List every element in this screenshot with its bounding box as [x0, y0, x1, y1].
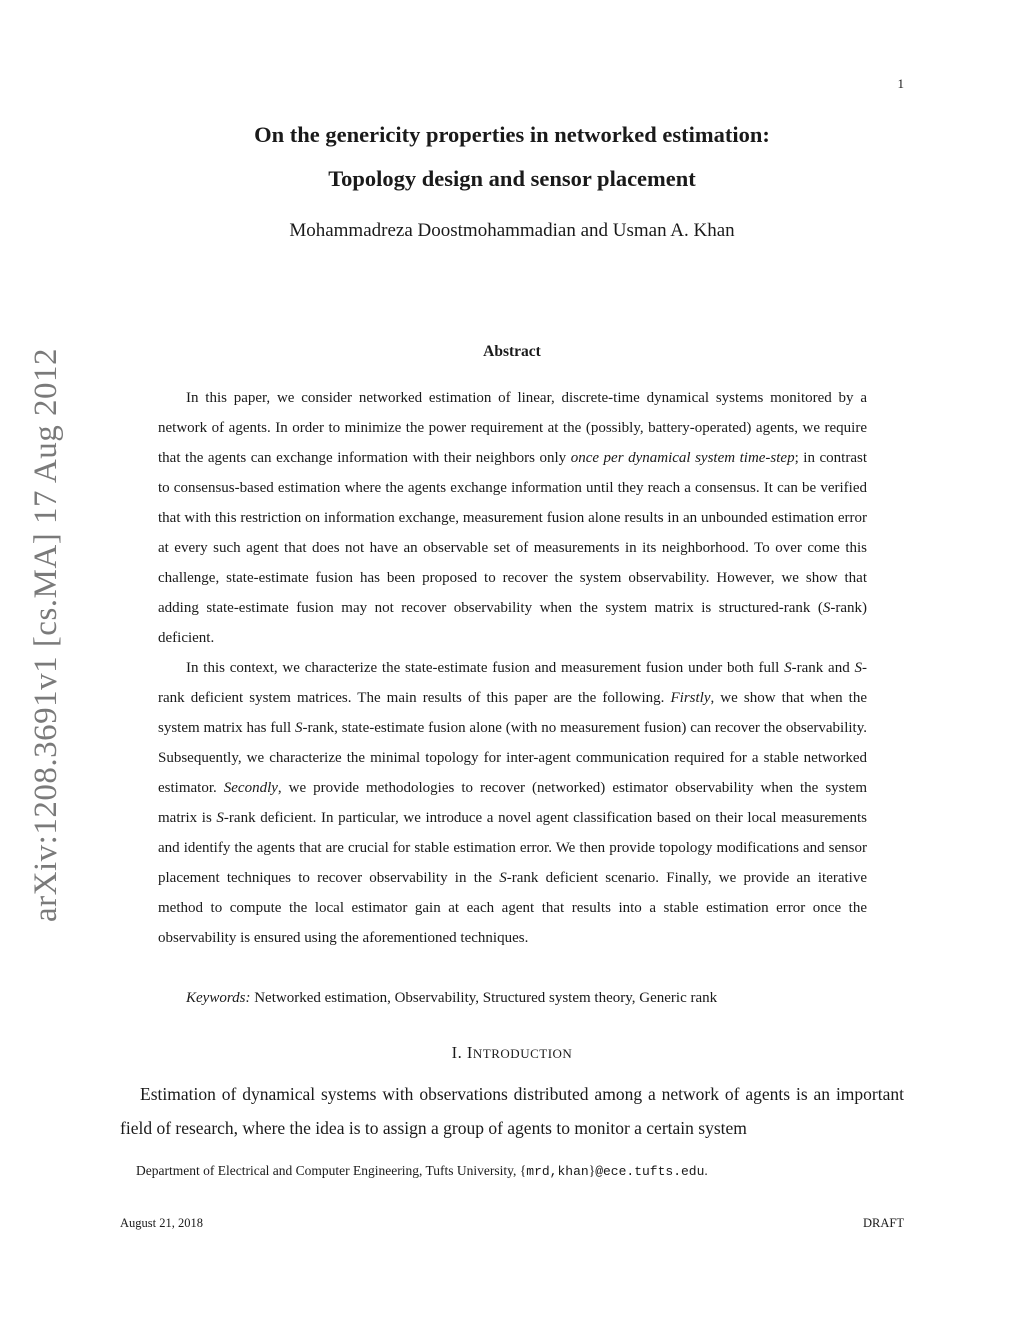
- page-number: 1: [897, 76, 904, 91]
- abstract-heading: Abstract: [483, 343, 541, 360]
- introduction-body: [120, 1077, 904, 1145]
- abstract-p2-text-g: -rank deficient. In particular, we introduce a novel agent classification based on their local measurements and identify the agents that are crucial for stable estimation error. We then provide topology modifications and sensor placement techniques to recover observability in the: [158, 810, 867, 886]
- footer-date: August 21, 2018: [120, 1216, 203, 1230]
- math-symbol-s: S: [822, 600, 831, 616]
- abstract-p1-emphasis: once per dynamical system time-step: [570, 450, 795, 466]
- abstract-p2-text-h: -rank deficient scenario. Finally, we provide an iterative method to compute the local estimator gain at each agent that results into a stable estimation error once the observability is ensured using the aforementioned techniques.: [158, 870, 867, 946]
- keywords-text: Networked estimation, Observability, Structured system theory, Generic rank: [250, 990, 718, 1006]
- abstract-p2-text-b: -rank and: [791, 660, 855, 676]
- abstract-p2-text-c: -rank deficient system matrices. The main results of this paper are the following.: [158, 660, 867, 706]
- footnote-email-domain: @ece.tufts.edu: [595, 1164, 705, 1179]
- abstract-p2-emphasis-secondly: Secondly: [223, 780, 278, 796]
- section-numeral: I.: [451, 1043, 467, 1062]
- abstract-p2-emphasis-firstly: Firstly: [670, 690, 711, 706]
- paper-title-line-1: On the genericity properties in networked estimation:: [254, 122, 770, 147]
- introduction-paragraph: Estimation of dynamical systems with observations distributed among a network of agents is an important field of research, where the idea is to assign a group of agents to monitor a certain system: [120, 1084, 904, 1138]
- abstract-p2-text-e: -rank, state-estimate fusion alone (with no measurement fusion) can recover the observability. Subsequently, we characterize the minimal topology for inter-agent communication required for a stable networked estimator.: [158, 720, 867, 796]
- math-symbol-s: S: [216, 810, 224, 826]
- math-symbol-s: S: [295, 720, 303, 736]
- abstract-p2-text-f: , we provide methodologies to recover (networked) estimator observability when the system matrix is: [158, 780, 867, 826]
- abstract-p2-text-d: , we show that when the system matrix has full: [158, 690, 868, 736]
- abstract-body: [158, 383, 867, 953]
- abstract-p1-text-c: -rank) deficient.: [158, 600, 867, 646]
- abstract-p1-text-a: In this paper, we consider networked estimation of linear, discrete-time dynamical systems monitored by a network of agents. In order to minimize the power requirement at the (possibly, battery-operated) agents, we require that the agents can exchange information with their neighbors only: [158, 390, 867, 466]
- arxiv-stamp: arXiv:1208.3691v1 [cs.MA] 17 Aug 2012: [28, 348, 64, 922]
- affiliation-footnote: [136, 1163, 896, 1179]
- footnote-brace-open: {: [519, 1163, 527, 1178]
- abstract-paragraph-1: [158, 383, 867, 653]
- footnote-email-names: mrd,khan: [526, 1164, 589, 1179]
- paper-title-line-2: Topology design and sensor placement: [328, 166, 696, 191]
- math-symbol-s: S: [854, 660, 862, 676]
- section-first-letter: I: [466, 1043, 473, 1062]
- keywords: [158, 983, 867, 1013]
- abstract-paragraph-2: [158, 653, 867, 953]
- abstract-p1-text-b: ; in contrast to consensus-based estimation where the agents exchange information until they reach a consensus. It can be verified that with this restriction on information exchange, measurement fusion alone results in an unbounded estimation error at every such agent that does not have an observable set of measurements in its neighborhood. To over come this challenge, state-estimate fusion has been proposed to recover the system observability. However, we show that adding state-estimate fusion may not recover observability when the system matrix is structured-rank (: [158, 450, 867, 616]
- authors: Mohammadreza Doostmohammadian and Usman A. Khan: [289, 220, 735, 241]
- math-symbol-s: S: [784, 660, 792, 676]
- footnote-affiliation: Department of Electrical and Computer Engineering, Tufts University,: [136, 1163, 520, 1178]
- footnote-period: .: [704, 1163, 708, 1178]
- keywords-label: Keywords:: [186, 990, 251, 1006]
- footnote-brace-close: }: [588, 1163, 596, 1178]
- abstract-p2-text-a: In this context, we characterize the state-estimate fusion and measurement fusion under both full: [186, 660, 785, 676]
- section-title-rest: NTRODUCTION: [472, 1046, 573, 1061]
- footer-draft-label: DRAFT: [863, 1216, 904, 1230]
- math-symbol-s: S: [499, 870, 507, 886]
- section-heading-introduction: [0, 1043, 1024, 1063]
